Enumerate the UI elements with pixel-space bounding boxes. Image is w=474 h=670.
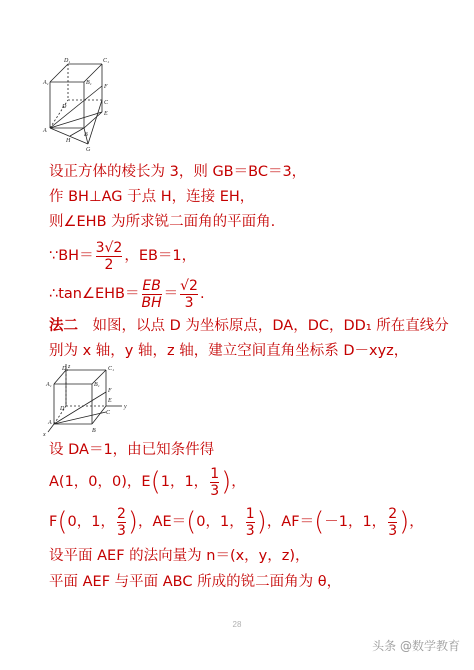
label-G: G — [86, 147, 91, 152]
fraction-denominator: BH — [141, 294, 162, 311]
label-F: F — [104, 84, 108, 90]
label-x: x — [43, 432, 46, 438]
paren-close: ) — [127, 507, 139, 537]
watermark: 头条 @数学教育 — [372, 639, 460, 653]
paren-close: ) — [256, 507, 267, 537]
text-line-1: 设正方体的棱长为 3，则 GB＝BC＝3， — [49, 164, 307, 180]
method-two-text: 如图，以点 D 为坐标原点，DA，DC，DD₁ 所在直线分 — [78, 318, 449, 334]
period: . — [199, 286, 205, 302]
comma: ， — [231, 474, 246, 490]
cube-figure-1 — [40, 52, 140, 152]
fraction-numerator: EB — [142, 277, 161, 294]
label-D1: D₁ — [64, 58, 71, 64]
text-line-2: 作 BH⊥AG 于点 H，连接 EH， — [49, 189, 255, 205]
tan-prefix: ∴tan∠EHB＝ — [49, 286, 140, 302]
label-E: E — [108, 398, 112, 404]
fraction-numerator: 2 — [116, 505, 126, 522]
label-A1: A₁ — [43, 80, 49, 86]
eb-suffix: ，EB＝1， — [124, 248, 197, 264]
label-y: y — [124, 404, 127, 410]
label-B1: B₁ — [86, 80, 92, 86]
label-D: D — [60, 406, 65, 412]
page-number: 28 — [232, 620, 242, 629]
fraction-2-3 — [117, 506, 126, 539]
label-B: B — [92, 428, 96, 434]
fraction-denominator: 2 — [96, 256, 123, 273]
fraction-denominator: 3 — [180, 294, 198, 311]
fraction-1-3 — [246, 506, 255, 539]
point-f-label: F — [49, 514, 58, 530]
text-line-9 — [49, 462, 246, 502]
label-C: C — [106, 410, 111, 416]
label-C1: C₁ — [108, 366, 115, 372]
fraction-numerator: 2 — [388, 505, 398, 522]
fraction-denominator: 3 — [245, 522, 255, 539]
text-line-6 — [49, 316, 449, 336]
fraction-numerator: √2 — [180, 277, 198, 294]
paren-open: ( — [150, 467, 161, 497]
label-B: B — [84, 132, 88, 138]
label-H: H — [66, 138, 71, 144]
cube-figure-2 — [40, 362, 140, 438]
text-line-12: 平面 AEF 与平面 ABC 所成的锐二面角为 θ， — [49, 574, 342, 590]
label-E: E — [104, 111, 108, 117]
equals-sign: ＝ — [163, 286, 179, 302]
paren-close: ) — [221, 467, 232, 497]
fraction-1-3 — [210, 466, 219, 499]
method-two-label: 法二 — [49, 318, 78, 334]
paren-open: ( — [314, 507, 325, 537]
label-z: z — [68, 364, 71, 370]
label-A: A — [48, 420, 52, 426]
label-D1: D₁ — [62, 366, 69, 372]
text-line-8: 设 DA＝1，由已知条件得 — [49, 442, 215, 458]
paren-close: ) — [399, 507, 410, 537]
text-line-3: 则∠EHB 为所求锐二面角的平面角. — [49, 214, 276, 230]
text-line-11: 设平面 AEF 的法向量为 n＝(x，y，z)， — [49, 548, 310, 564]
paren-open: ( — [57, 507, 68, 537]
vector-af-label: ，AF＝ — [266, 514, 315, 530]
label-C: C — [104, 100, 109, 106]
fraction-denominator: 3 — [210, 482, 220, 499]
label-A: A — [43, 128, 47, 134]
label-F: F — [108, 388, 112, 394]
point-e-coords: 1，1， — [160, 474, 209, 490]
text-line-4 — [49, 238, 196, 274]
fraction-eb-bh — [142, 278, 162, 311]
label-A1: A₁ — [46, 382, 52, 388]
fraction-denominator: 3 — [388, 522, 398, 539]
fraction-bh — [96, 240, 123, 273]
paren-open: ( — [186, 507, 197, 537]
fraction-denominator: 3 — [116, 522, 126, 539]
vector-ae-coords: 0，1， — [196, 514, 244, 530]
text-line-5 — [49, 276, 205, 312]
point-f-coords: 0，1， — [67, 514, 115, 530]
fraction-2-3 — [388, 506, 397, 539]
text-line-10 — [49, 502, 424, 542]
label-C1: C₁ — [103, 58, 110, 64]
label-B1: B₁ — [94, 382, 100, 388]
fraction-numerator: 1 — [210, 465, 220, 482]
point-a-coords: A(1，0，0)，E — [49, 474, 151, 490]
comma: ， — [409, 514, 424, 530]
text-line-7: 别为 x 轴，y 轴，z 轴，建立空间直角坐标系 D－xyz， — [49, 343, 409, 359]
bh-prefix: ∵BH＝ — [49, 248, 94, 264]
fraction-numerator: 3√2 — [95, 239, 123, 256]
vector-ae-label: ，AE＝ — [138, 514, 187, 530]
fraction-root2-3 — [180, 278, 198, 311]
fraction-numerator: 1 — [245, 505, 255, 522]
label-D: D — [62, 104, 67, 110]
vector-af-coords: －1，1， — [324, 514, 387, 530]
